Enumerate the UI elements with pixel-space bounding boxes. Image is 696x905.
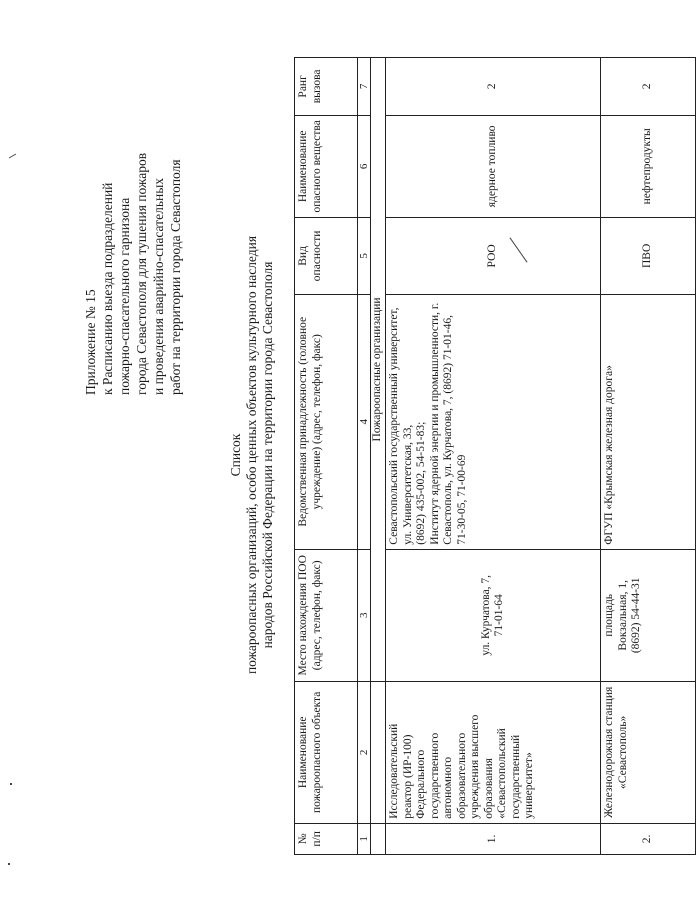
column-number: 3 (358, 549, 371, 681)
appendix-line: и проведения аварийно-спасательных (151, 177, 166, 395)
appendix-line: Приложение № 15 (83, 289, 98, 395)
hazard-type: РОО (386, 217, 601, 294)
column-number: 1 (358, 823, 371, 854)
table-header-row (295, 58, 358, 855)
document-title (228, 175, 276, 735)
call-rank: 2 (386, 58, 601, 116)
header-hazard-type: Вид опасности (295, 217, 358, 294)
hazard-substance: ядерное топливо (386, 115, 601, 217)
header-substance: Наименование опасного вещества (295, 115, 358, 217)
object-location: ул. Курчатова, 7, 71-01-64 (386, 549, 601, 681)
column-number: 2 (358, 681, 371, 823)
column-number-row (358, 58, 371, 855)
section-spacer (371, 823, 386, 854)
column-number: 4 (358, 294, 371, 549)
title-line: пожароопасных организаций, особо ценных объектов культурного наследия (244, 235, 259, 675)
row-number: 1. (386, 823, 601, 854)
section-title: Пожароопасные организации (371, 58, 386, 682)
object-location: площадь Вокзальная, 1, (8692) 54-44-31 (601, 549, 696, 681)
pen-mark (9, 154, 16, 159)
hazard-substance: нефтепродукты (601, 115, 696, 217)
column-number: 7 (358, 58, 371, 116)
header-object-name: Наименование пожароопасного объекта (295, 681, 358, 823)
call-rank: 2 (601, 58, 696, 116)
header-rank: Ранг вызова (295, 58, 358, 116)
object-name: Исследовательский реактор (ИР-100) Федерального государственного автономного образовательного учреждения высшего образования «Севастопольский государственный университет» (386, 681, 601, 823)
appendix-line: города Севастополя для тушения пожаров (134, 152, 149, 395)
column-number: 6 (358, 115, 371, 217)
title-line: народов Российской Федерации на территории города Севастополя (260, 261, 275, 649)
scan-speck (10, 783, 12, 785)
header-location: Место нахождения ПОО (адрес, телефон, факс) (295, 549, 358, 681)
appendix-line: работ на территории города Севастополя (168, 159, 183, 395)
header-number: № п/п (295, 823, 358, 854)
column-number: 5 (358, 217, 371, 294)
header-department: Ведомственная принадлежность (головное учреждение) (адрес, телефон, факс) (295, 294, 358, 549)
hazard-objects-table (294, 57, 696, 855)
title-line: Список (228, 433, 243, 477)
table-row (601, 58, 696, 855)
object-name: Железнодорожная станция «Севастополь» (601, 681, 696, 823)
appendix-line: к Расписанию выезда подразделений (100, 182, 115, 395)
object-department: ФГУП «Крымская железная дорога» (601, 294, 696, 549)
section-spacer (371, 681, 386, 823)
section-row (371, 58, 386, 855)
appendix-header (82, 65, 184, 395)
row-number: 2. (601, 823, 696, 854)
table-row (386, 58, 601, 855)
appendix-line: пожарно-спасательного гарнизона (117, 197, 132, 395)
object-department: Севастопольский государственный университет, ул. Университетская, 33, (8692) 435-002, 54-51-83; Институт ядерной энергии и промышленности, г. Севастополь, ул. Курчатова, 7, (8692) 71-01-46, 71-30-05, 71-00-69 (386, 294, 601, 549)
scan-speck (8, 863, 10, 865)
hazard-type: ПВО (601, 217, 696, 294)
